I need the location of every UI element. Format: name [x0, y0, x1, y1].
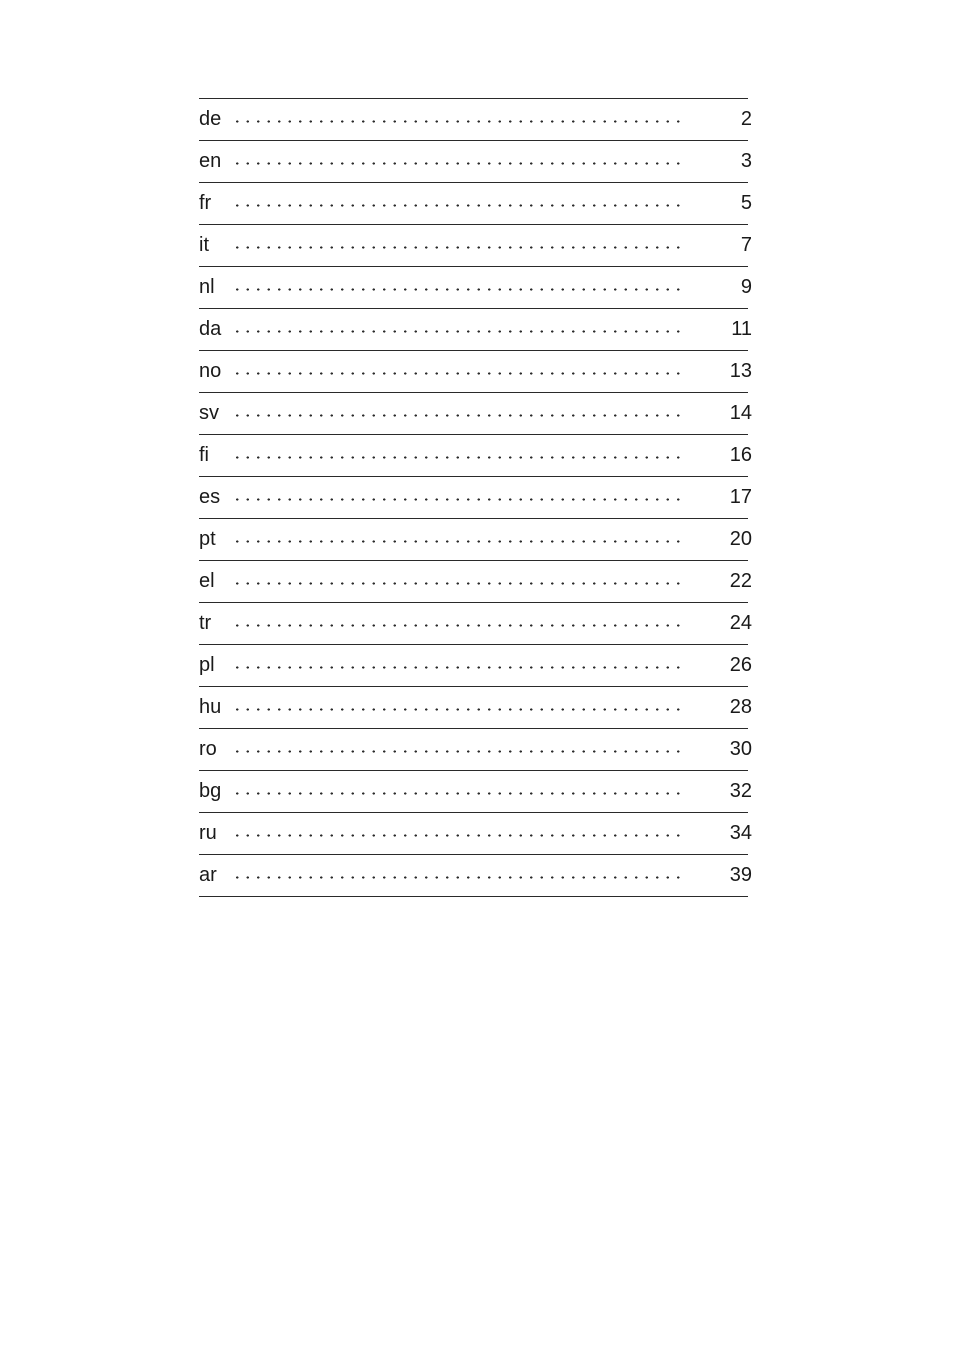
toc-language-code: ru — [199, 822, 217, 844]
toc-entry-bg[interactable] — [199, 771, 752, 813]
dot-leader — [232, 162, 680, 165]
toc-entry-fr[interactable] — [199, 183, 752, 225]
toc-entry-en[interactable] — [199, 141, 752, 183]
toc-entry-hu[interactable] — [199, 687, 752, 729]
dot-leader — [232, 792, 680, 795]
toc-entry-tr[interactable] — [199, 603, 752, 645]
dot-leader — [232, 498, 680, 501]
dot-leader — [232, 330, 680, 333]
toc-language-code: it — [199, 234, 209, 256]
dot-leader — [232, 708, 680, 711]
toc-entry-it[interactable] — [199, 225, 752, 267]
toc-page-number: 16 — [729, 444, 752, 466]
dot-leader — [232, 834, 680, 837]
toc-page-number: 39 — [729, 864, 752, 886]
toc-page-number: 22 — [729, 570, 752, 592]
toc-page-number: 17 — [729, 486, 752, 508]
dot-leader — [232, 414, 680, 417]
toc-language-code: da — [199, 318, 222, 340]
toc-page-number: 14 — [729, 402, 752, 424]
toc-page-number: 34 — [729, 822, 752, 844]
toc-entry-da[interactable] — [199, 309, 752, 351]
dot-leader — [232, 666, 680, 669]
toc-language-code: pl — [199, 654, 215, 676]
toc-entry-de[interactable] — [199, 99, 752, 141]
toc-language-code: fr — [199, 192, 212, 214]
toc-language-code: en — [199, 150, 222, 172]
dot-leader — [232, 540, 680, 543]
toc-language-code: bg — [199, 780, 222, 802]
dot-leader — [232, 876, 680, 879]
toc-page-number: 30 — [729, 738, 752, 760]
toc-language-code: no — [199, 360, 222, 382]
toc-language-code: hu — [199, 696, 222, 718]
dot-leader — [232, 204, 680, 207]
toc-entry-fi[interactable] — [199, 435, 752, 477]
toc-language-code: sv — [199, 402, 219, 424]
table-of-contents — [199, 98, 752, 897]
toc-page-number: 3 — [740, 150, 752, 172]
dot-leader — [232, 120, 680, 123]
toc-page-number: 32 — [729, 780, 752, 802]
dot-leader — [232, 582, 680, 585]
toc-entry-el[interactable] — [199, 561, 752, 603]
toc-entry-pl[interactable] — [199, 645, 752, 687]
toc-language-code: de — [199, 108, 222, 130]
dot-leader — [232, 750, 680, 753]
toc-entry-ru[interactable] — [199, 813, 752, 855]
dot-leader — [232, 288, 680, 291]
toc-entry-pt[interactable] — [199, 519, 752, 561]
toc-language-code: nl — [199, 276, 215, 298]
toc-page-number: 2 — [740, 108, 752, 130]
toc-language-code: ar — [199, 864, 217, 886]
toc-language-code: fi — [199, 444, 209, 466]
toc-page-number: 11 — [731, 318, 752, 340]
toc-page-number: 13 — [729, 360, 752, 382]
toc-entry-es[interactable] — [199, 477, 752, 519]
toc-entry-sv[interactable] — [199, 393, 752, 435]
toc-page-number: 7 — [740, 234, 752, 256]
toc-page-number: 24 — [729, 612, 752, 634]
toc-language-code: es — [199, 486, 221, 508]
toc-language-code: tr — [199, 612, 212, 634]
dot-leader — [232, 456, 680, 459]
toc-language-code: pt — [199, 528, 216, 550]
toc-entry-nl[interactable] — [199, 267, 752, 309]
toc-entry-ro[interactable] — [199, 729, 752, 771]
toc-page-number: 28 — [729, 696, 752, 718]
toc-page-number: 5 — [740, 192, 752, 214]
dot-leader — [232, 624, 680, 627]
toc-entry-ar[interactable] — [199, 855, 752, 897]
toc-entry-no[interactable] — [199, 351, 752, 393]
toc-page-number: 26 — [729, 654, 752, 676]
toc-page-number: 20 — [729, 528, 752, 550]
dot-leader — [232, 372, 680, 375]
toc-page-number: 9 — [740, 276, 752, 298]
dot-leader — [232, 246, 680, 249]
toc-language-code: el — [199, 570, 215, 592]
toc-language-code: ro — [199, 738, 217, 760]
